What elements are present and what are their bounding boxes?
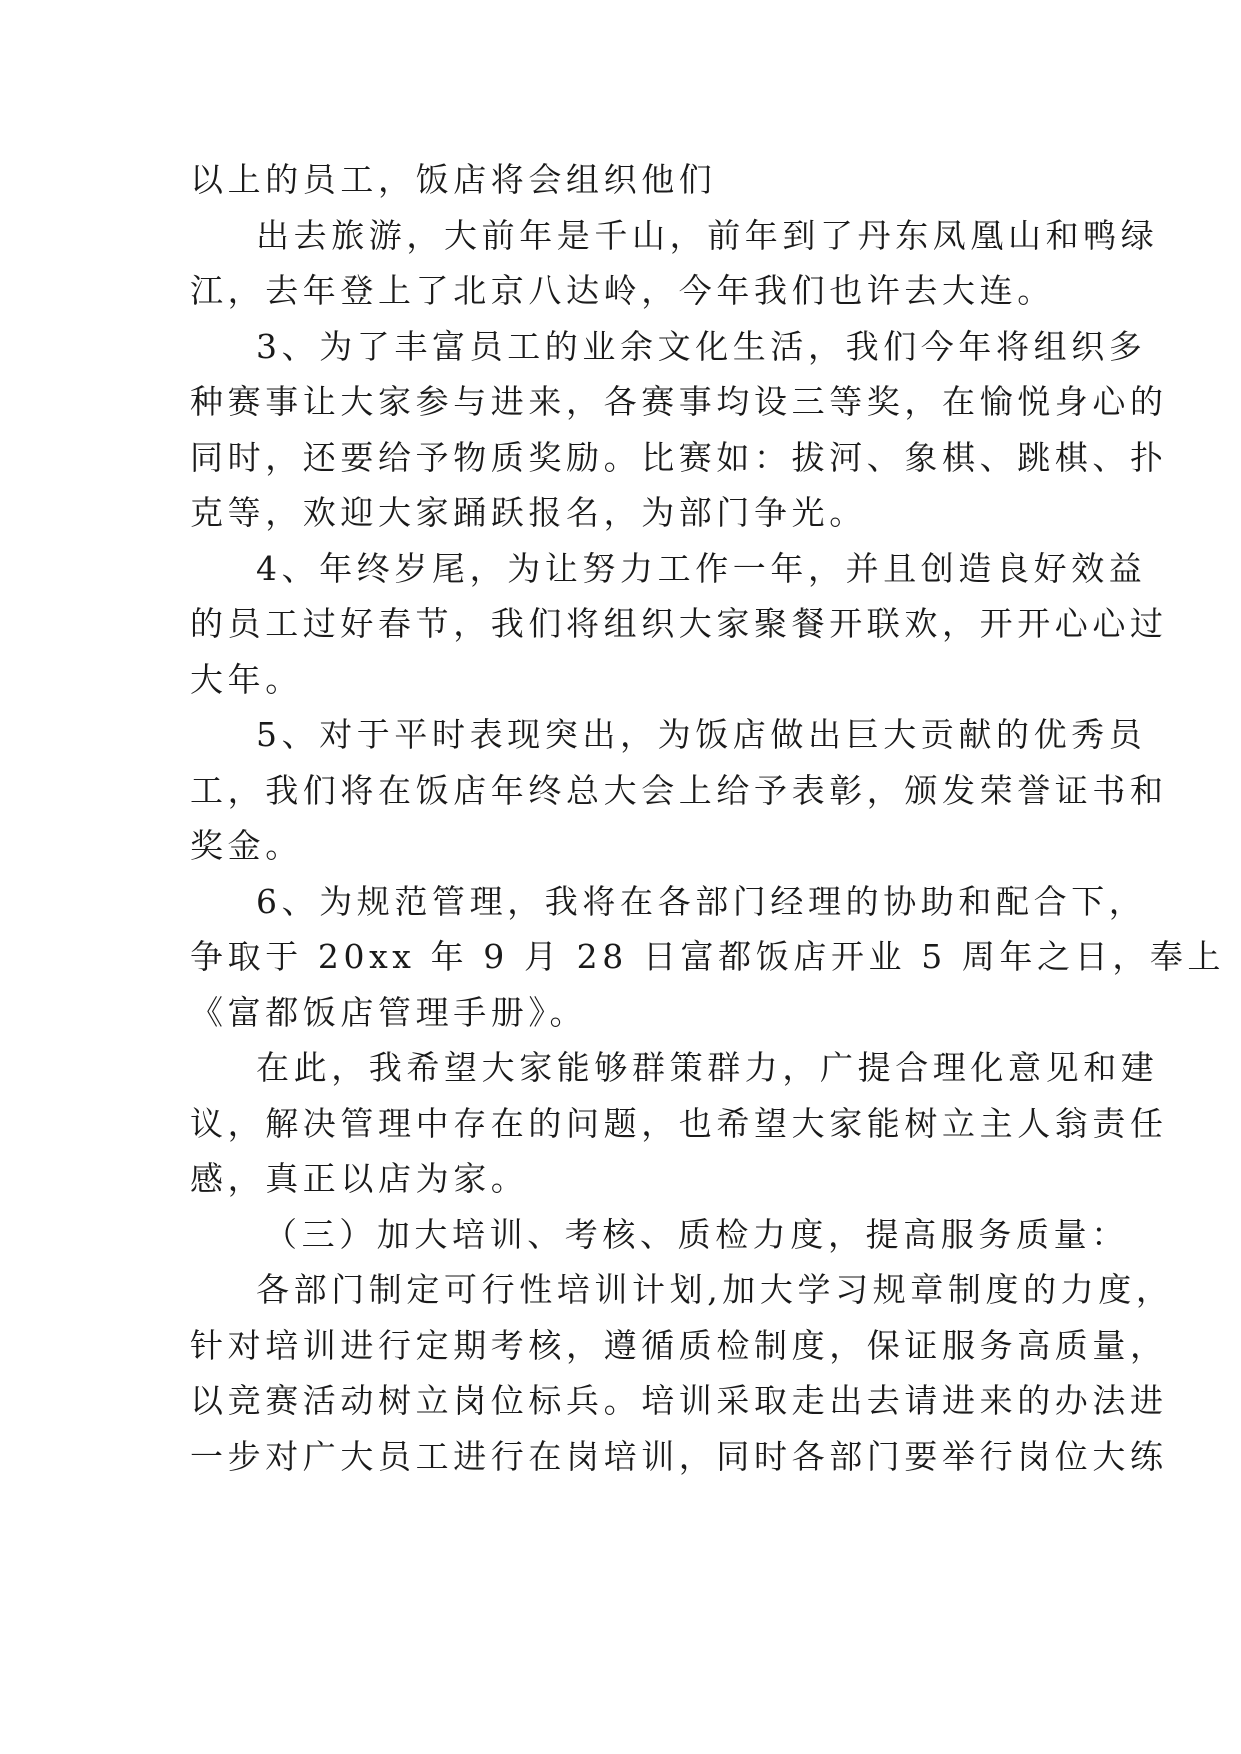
text-line: 议，解决管理中存在的问题，也希望大家能树立主人翁责任 [190, 1104, 1168, 1143]
list-item-6: 6、为规范管理，我将在各部门经理的协助和配合下， [256, 882, 1147, 921]
text-line: 针对培训进行定期考核，遵循质检制度，保证服务高质量， [190, 1326, 1168, 1365]
text-line: 工，我们将在饭店年终总大会上给予表彰，颁发荣誉证书和 [190, 771, 1168, 810]
paragraph-start-line: 在此，我希望大家能够群策群力，广提合理化意见和建 [256, 1048, 1159, 1087]
text-line: 同时，还要给予物质奖励。比赛如：拔河、象棋、跳棋、扑 [190, 438, 1168, 477]
text-line: 一步对广大员工进行在岗培训，同时各部门要举行岗位大练 [190, 1437, 1168, 1476]
list-item-5: 5、对于平时表现突出，为饭店做出巨大贡献的优秀员 [256, 715, 1147, 754]
section-heading: （三）加大培训、考核、质检力度，提高服务质量： [264, 1215, 1129, 1254]
text-line: 以竞赛活动树立岗位标兵。培训采取走出去请进来的办法进 [190, 1381, 1168, 1420]
text-line: 种赛事让大家参与进来，各赛事均设三等奖，在愉悦身心的 [190, 382, 1168, 421]
paragraph-start-line: 各部门制定可行性培训计划,加大学习规章制度的力度， [256, 1270, 1174, 1309]
list-item-3: 3、为了丰富员工的业余文化生活，我们今年将组织多 [256, 327, 1147, 366]
text-line: 克等，欢迎大家踊跃报名，为部门争光。 [190, 493, 867, 532]
list-item-4: 4、年终岁尾，为让努力工作一年，并且创造良好效益 [256, 549, 1147, 588]
text-line: 江，去年登上了北京八达岭，今年我们也许去大连。 [190, 271, 1055, 310]
text-line: 大年。 [190, 660, 303, 699]
paragraph-start-line: 出去旅游，大前年是千山，前年到了丹东凤凰山和鸭绿 [256, 216, 1159, 255]
text-line: 奖金。 [190, 826, 303, 865]
text-line: 以上的员工，饭店将会组织他们 [190, 160, 717, 199]
text-line: 的员工过好春节，我们将组织大家聚餐开联欢，开开心心过 [190, 604, 1168, 643]
text-line: 感，真正以店为家。 [190, 1159, 529, 1198]
text-line: 《富都饭店管理手册》。 [190, 993, 588, 1032]
text-line: 争取于 20xx 年 9 月 28 日富都饭店开业 5 周年之日，奉上 [190, 937, 1226, 976]
